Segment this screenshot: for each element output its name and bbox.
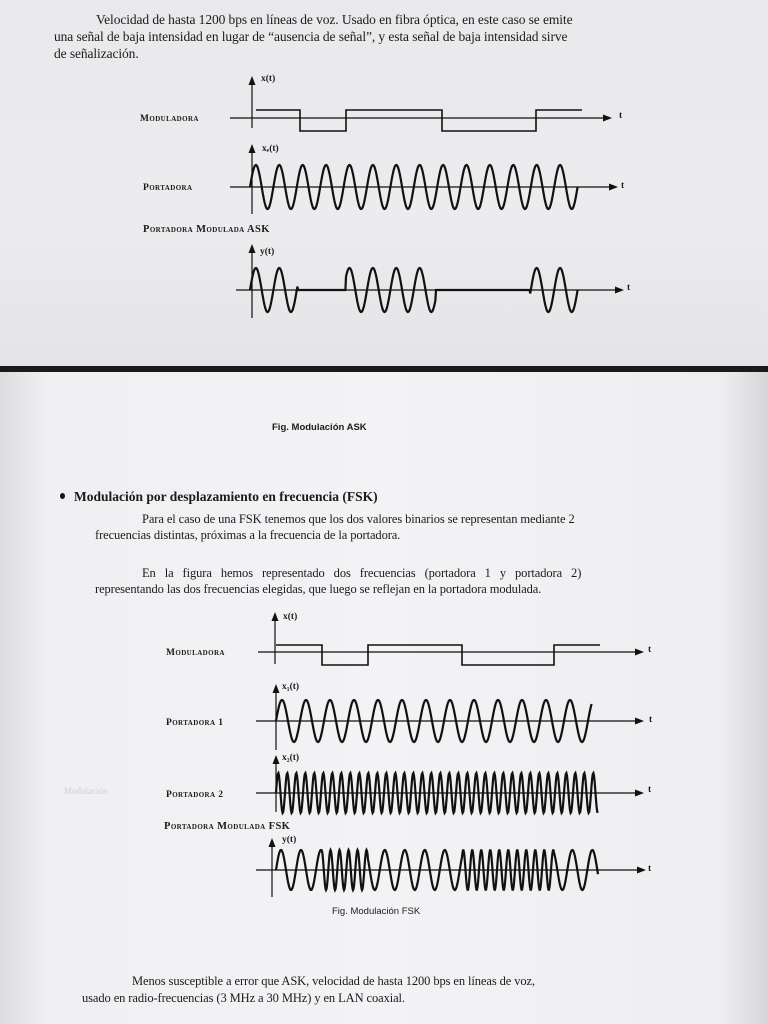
modulating-signal [276,645,600,665]
signal-label-fsk: Portadora Modulada FSK [164,821,291,832]
paragraph-line: una señal de baja intensidad en lugar de “ausencia de señal”, y esta señal de baja intensidad sirve [54,29,568,44]
amplitude-axis-arrow-icon [269,838,276,847]
time-label: t [648,645,652,655]
page-bottom [0,372,768,1024]
signal-label-moduladora: Moduladora [140,114,199,124]
ask-modulated-wave [250,268,578,312]
signal-label-portadora-1: Portadora 1 [166,718,224,728]
axis-label-x: x(t) [261,74,276,84]
axis-label-y: y(t) [282,835,297,845]
time-label: t [648,785,652,795]
axis-label-x: x(t) [283,612,298,622]
paragraph-line: representando las dos frecuencias elegidas, que luego se reflejan en la portadora modulada. [95,582,542,596]
fsk-figure [0,372,768,1024]
paragraph-line: Menos susceptible a error que ASK, velocidad de hasta 1200 bps en líneas de voz, [132,974,536,988]
time-label: t [621,181,625,191]
amplitude-axis-arrow-icon [249,244,256,253]
modulating-signal [256,110,582,131]
time-axis-arrow-icon [635,649,644,656]
fsk-figure-caption: Fig. Modulación FSK [332,906,421,917]
time-label: t [648,864,652,874]
signal-label-portadora: Portadora [143,183,193,193]
time-axis-arrow-icon [603,115,612,122]
paragraph-line: de señalización. [54,46,139,61]
time-label: t [649,715,653,725]
signal-label-ask: Portadora Modulada ASK [143,224,270,235]
axis-label-xc: xₑ(t) [262,144,279,154]
paragraph-line: usado en radio-frecuencias (3 MHz a 30 MHz) y en LAN coaxial. [82,991,405,1005]
amplitude-axis-arrow-icon [273,684,280,693]
time-axis-arrow-icon [637,867,646,874]
axis-label-x2: x₂(t) [282,753,300,763]
amplitude-axis-arrow-icon [249,76,256,85]
amplitude-axis-arrow-icon [273,755,280,764]
time-axis-arrow-icon [635,790,644,797]
ask-figure-caption: Fig. Modulación ASK [272,422,367,433]
paragraph-line: Velocidad de hasta 1200 bps en líneas de voz. Usado en fibra óptica, en este caso se emite [96,12,573,27]
time-label: t [627,283,631,293]
time-axis-arrow-icon [635,718,644,725]
section-heading: Modulación por desplazamiento en frecuencia (FSK) [74,489,378,504]
signal-label-portadora-2: Portadora 2 [166,790,224,800]
signal-label-moduladora: Moduladora [166,648,225,658]
time-axis-arrow-icon [609,184,618,191]
amplitude-axis-arrow-icon [272,612,279,621]
amplitude-axis-arrow-icon [249,144,256,153]
ask-figure [0,0,768,368]
axis-label-y: y(t) [260,247,275,257]
axis-label-x1: x₁(t) [282,682,300,692]
time-axis-arrow-icon [615,287,624,294]
time-label: t [619,111,623,121]
paragraph-line: frecuencias distintas, próximas a la frecuencia de la portadora. [95,528,401,542]
paragraph-line: En la figura hemos representado dos frecuencias (portadora 1 y portadora 2) [142,566,582,580]
bleed-through-text: Modulación [64,786,108,796]
page-top [0,0,768,368]
paragraph-line: Para el caso de una FSK tenemos que los dos valores binarios se representan mediante 2 [142,512,575,526]
